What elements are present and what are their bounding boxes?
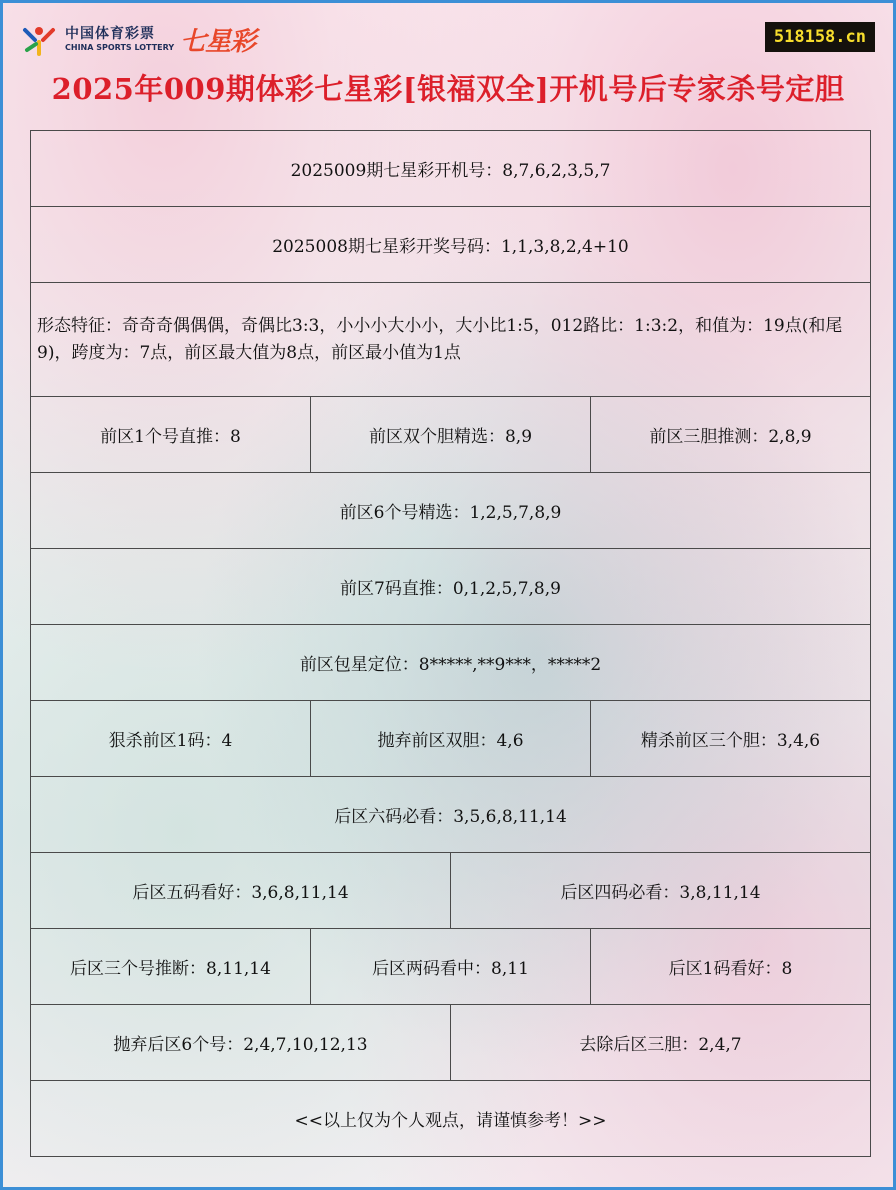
front-kill-one-cell: 狠杀前区1码：4	[31, 701, 311, 777]
pattern-features-cell: 形态特征：奇奇奇偶偶偶，奇偶比3:3，小小小大小小，大小比1:5，012路比：1:3:2，和值为：19点(和尾9)，跨度为：7点，前区最大值为8点，前区最小值为1点	[31, 283, 871, 397]
table-row	[31, 625, 871, 701]
back-drop-six-cell: 抛弃后区6个号：2,4,7,10,12,13	[31, 1005, 451, 1081]
back-drop-three-cell: 去除后区三胆：2,4,7	[451, 1005, 871, 1081]
game-logo-text: 七星彩	[180, 27, 256, 57]
machine-number-cell: 2025009期七星彩开机号：8,7,6,2,3,5,7	[31, 131, 871, 207]
front-position-cell: 前区包星定位：8*****,**9***，*****2	[31, 625, 871, 701]
front-seven-picks-cell: 前区7码直推：0,1,2,5,7,8,9	[31, 549, 871, 625]
back-two-picks-cell: 后区两码看中：8,11	[311, 929, 591, 1005]
previous-draw-cell: 2025008期七星彩开奖号码：1,1,3,8,2,4+10	[31, 207, 871, 283]
table-row	[31, 473, 871, 549]
prediction-table	[30, 130, 871, 1157]
disclaimer-cell: <<以上仅为个人观点，请谨慎参考！>>	[31, 1081, 871, 1157]
table-row	[31, 397, 871, 473]
back-one-pick-cell: 后区1码看好：8	[591, 929, 871, 1005]
back-three-picks-cell: 后区三个号推断：8,11,14	[31, 929, 311, 1005]
table-row	[31, 131, 871, 207]
logo-chinese-text: 中国体育彩票	[65, 26, 155, 42]
table-row	[31, 207, 871, 283]
table-row	[31, 1005, 871, 1081]
table-row	[31, 1081, 871, 1157]
lottery-logo-icon	[21, 22, 57, 58]
page-title: 2025年009期体彩七星彩[银福双全]开机号后专家杀号定胆	[51, 72, 845, 106]
front-double-pick-cell: 前区双个胆精选：8,9	[311, 397, 591, 473]
back-four-picks-cell: 后区四码必看：3,8,11,14	[451, 853, 871, 929]
lottery-logo	[21, 21, 255, 58]
front-one-number-cell: 前区1个号直推：8	[31, 397, 311, 473]
front-triple-pick-cell: 前区三胆推测：2,8,9	[591, 397, 871, 473]
site-badge[interactable]: 518158.cn	[765, 22, 875, 52]
back-six-picks-cell: 后区六码必看：3,5,6,8,11,14	[31, 777, 871, 853]
table-row	[31, 929, 871, 1005]
back-five-picks-cell: 后区五码看好：3,6,8,11,14	[31, 853, 451, 929]
table-row	[31, 701, 871, 777]
front-kill-two-cell: 抛弃前区双胆：4,6	[311, 701, 591, 777]
table-row	[31, 283, 871, 397]
front-kill-three-cell: 精杀前区三个胆：3,4,6	[591, 701, 871, 777]
front-six-picks-cell: 前区6个号精选：1,2,5,7,8,9	[31, 473, 871, 549]
header	[3, 3, 893, 129]
table-row	[31, 549, 871, 625]
table-row	[31, 777, 871, 853]
logo-english-text: CHINA SPORTS LOTTERY	[65, 43, 175, 52]
table-row	[31, 853, 871, 929]
